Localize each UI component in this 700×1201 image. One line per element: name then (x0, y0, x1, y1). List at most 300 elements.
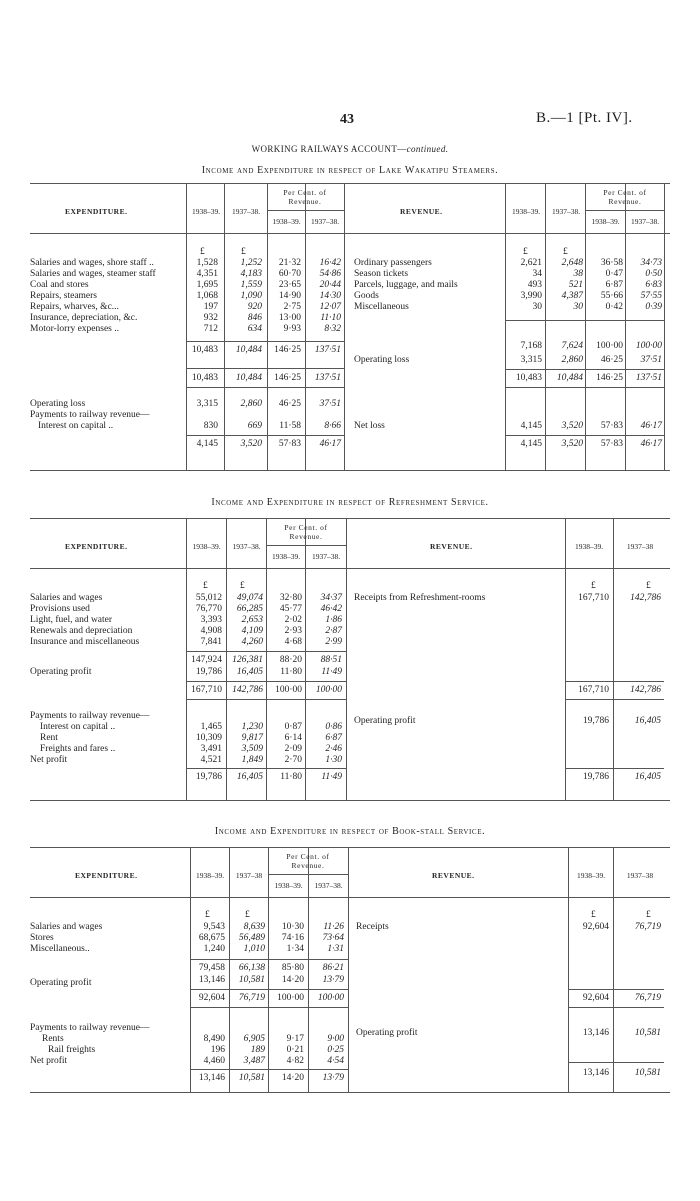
lake-netloss-c: 57·83 (600, 421, 623, 431)
refresh-exp-tot2-c: 11·80 (280, 772, 302, 782)
refresh-pay-row-a: 10,309 (195, 733, 222, 743)
lake-rev-label: Parcels, luggage, and mails (354, 280, 458, 290)
book-sub-rule (190, 989, 348, 990)
lake-exp-row-a: 932 (203, 313, 218, 323)
lake-rev-oploss-c: 46·25 (600, 355, 623, 365)
book-rev-tot-b: 76,719 (634, 993, 661, 1003)
book-py1: 1938–39. (274, 881, 303, 890)
book-opprofit-b: 10,581 (238, 975, 265, 985)
lake-rev-row-b: 4,387 (561, 291, 583, 301)
lake-exp-tot2-c: 57·83 (278, 439, 301, 449)
lake-rev-header: REVENUE. (400, 207, 443, 216)
book-sub-rule (568, 989, 664, 990)
book-exp-sub-b: 66,138 (238, 963, 265, 973)
book-exp-tot2-d: 13·79 (322, 1073, 344, 1083)
refresh-y2: 1937–38. (232, 542, 261, 551)
refresh-pay-row-c: 2·09 (284, 744, 302, 754)
lake-exp-row-c: 60·70 (278, 269, 301, 279)
refresh-sub-rule (186, 699, 346, 700)
refresh-exp-row-a: 4,908 (200, 626, 222, 636)
book-top-rule (30, 847, 670, 848)
lake-exp-sub-b: 10,484 (235, 345, 262, 355)
lake-netloss-label: Net loss (354, 421, 385, 431)
refresh-pay-row-b: 3,509 (241, 744, 263, 754)
refresh-col-rule (226, 518, 227, 800)
book-sub-rule (190, 1007, 348, 1008)
lake-rev-tot-b: 10,484 (556, 373, 583, 383)
lake-rev-row-c: 0·42 (605, 302, 623, 312)
lake-top-rule (30, 183, 670, 184)
lake-rev-row-d: 34·73 (640, 258, 662, 268)
lake-rev-label: Goods (354, 291, 379, 301)
lake-col-rule (545, 183, 546, 470)
refresh-exp-row-c: 45·77 (279, 604, 302, 614)
lake-rev-row-a: 3,990 (520, 291, 542, 301)
lake-exp-row-c: 2·75 (283, 302, 301, 312)
book-col-rule (568, 847, 569, 1092)
lake-pct-split (625, 210, 626, 470)
lake-exp-tot2-a: 4,145 (196, 439, 218, 449)
lake-pay-label: Payments to railway revenue— (30, 410, 150, 420)
lake-rev-sub-c: 100·00 (596, 341, 623, 351)
book-exp-label: Stores (30, 933, 54, 943)
lake-rev-row-d: 0·50 (645, 269, 662, 279)
lake-col-rule (186, 183, 187, 470)
lake-pound: £ (241, 247, 246, 257)
lake-oploss-label: Operating loss (30, 399, 86, 409)
book-pound: £ (591, 910, 596, 920)
lake-exp-tot-b: 10,484 (235, 373, 262, 383)
book-exp-sub-a: 79,458 (198, 963, 225, 973)
lake-py2: 1937–38. (310, 217, 340, 226)
book-exp-row-c: 74·16 (281, 933, 304, 943)
book-pay-row-a: 8,490 (203, 1034, 225, 1044)
lake-rev-row-c: 0·47 (605, 269, 623, 279)
book-pay-row-d: 9·00 (327, 1034, 344, 1044)
book-rev-op-label: Operating profit (356, 1028, 418, 1038)
refresh-exp-tot-a: 167,710 (191, 685, 222, 695)
lake-rev-sub-b: 7,624 (561, 341, 583, 351)
refresh-y1: 1938–39. (192, 542, 221, 551)
book-exp-row-b: 1,010 (243, 944, 265, 954)
refresh-sub-rule (565, 699, 664, 700)
refresh-pound: £ (203, 581, 208, 591)
refresh-exp-row-d: 2·87 (325, 626, 342, 636)
book-exp-tot-b: 76,719 (238, 993, 265, 1003)
lake-ry2: 1937–38. (551, 207, 581, 216)
refresh-exp-row-d: 1·86 (325, 615, 342, 625)
refresh-opprofit-b: 16,405 (236, 667, 263, 677)
lake-exp-label: Repairs, steamers (30, 291, 98, 301)
refresh-pct-rule (266, 545, 346, 546)
lake-oploss-a: 3,315 (196, 399, 218, 409)
refresh-exp-row-c: 32·80 (279, 593, 302, 603)
lake-rev-oploss-b: 2,860 (561, 355, 583, 365)
refresh-netprofit-d: 1·30 (325, 755, 342, 765)
refresh-sub-rule (186, 681, 346, 682)
refresh-rev-op-a: 19,786 (582, 716, 609, 726)
book-pay-label: Payments to railway revenue— (30, 1023, 150, 1033)
lake-rev-sub-d: 100·00 (635, 341, 662, 351)
lake-exp-row-b: 1,559 (240, 280, 262, 290)
lake-sub-rule (505, 369, 664, 370)
lake-rev-tot2-d: 46·17 (640, 439, 662, 449)
page-reference: B.—1 [Pt. IV]. (536, 110, 633, 126)
refresh-pct-h: Per Cent. of Revenue. (284, 523, 328, 541)
lake-y1: 1938–39. (191, 207, 221, 216)
refresh-col-rule (346, 518, 347, 800)
lake-exp-label: Repairs, wharves, &c... (30, 302, 119, 312)
book-exp-header: EXPENDITURE. (75, 871, 138, 880)
refresh-pay-row-a: 1,465 (200, 722, 222, 732)
account-caption: WORKING RAILWAYS ACCOUNT—continued. (251, 144, 449, 154)
refresh-sub-rule (186, 768, 346, 769)
refresh-pay-row-b: 1,230 (241, 722, 263, 732)
book-title: Income and Expenditure in respect of Book-stall Service. (214, 826, 486, 837)
lake-rev-oploss-label: Operating loss (354, 355, 410, 365)
lake-rev-tot-d: 137·51 (635, 373, 662, 383)
book-sub-rule (190, 959, 348, 960)
lake-exp-row-b: 1,090 (240, 291, 262, 301)
lake-col-rule (344, 183, 345, 470)
book-rev-op-b: 10,581 (634, 1028, 661, 1038)
book-exp-label: Miscellaneous.. (30, 944, 90, 954)
refresh-sub-rule (565, 681, 664, 682)
book-exp-row-d: 1·31 (327, 944, 344, 954)
refresh-exp-header: EXPENDITURE. (65, 542, 128, 551)
lake-rev-oploss-d: 37·51 (640, 355, 662, 365)
book-netprofit-d: 4·54 (327, 1056, 344, 1066)
lake-rev-tot2-c: 57·83 (600, 439, 623, 449)
book-pay-row-b: 189 (250, 1045, 265, 1055)
lake-sub-rule (505, 387, 664, 388)
lake-rev-row-b: 521 (568, 280, 583, 290)
refresh-exp-row-d: 34·37 (320, 593, 342, 603)
book-rev-tot2-b: 10,581 (634, 1068, 661, 1078)
refresh-exp-row-c: 2·02 (284, 615, 302, 625)
refresh-pay-row-c: 0·87 (284, 722, 302, 732)
lake-pound: £ (523, 247, 528, 257)
book-py2: 1937–38. (314, 881, 343, 890)
refresh-pay-row-label: Interest on capital .. (40, 722, 116, 732)
refresh-pound: £ (240, 581, 245, 591)
lake-exp-row-d: 20·44 (319, 280, 341, 290)
lake-exp-row-c: 21·32 (278, 258, 301, 268)
lake-sub-rule (186, 341, 344, 342)
book-exp-tot-a: 92,604 (198, 993, 225, 1003)
refresh-rev-tot-a: 167,710 (578, 685, 609, 695)
book-exp-row-b: 8,639 (243, 922, 265, 932)
lake-pct-split (305, 210, 306, 470)
lake-sub-rule (186, 368, 344, 369)
book-exp-tot2-b: 10,581 (238, 1073, 265, 1083)
book-col-rule (348, 847, 349, 1092)
lake-exp-tot2-b: 3,520 (240, 439, 262, 449)
lake-exp-row-a: 197 (203, 302, 218, 312)
lake-rev-row-d: 57·55 (640, 291, 662, 301)
book-col-rule (190, 847, 191, 1092)
refresh-ry1: 1938–39. (574, 542, 604, 551)
lake-exp-row-b: 4,183 (240, 269, 262, 279)
refresh-exp-row-c: 2·93 (284, 626, 302, 636)
lake-exp-row-b: 1,252 (240, 258, 262, 268)
refresh-pay-row-b: 9,817 (241, 733, 263, 743)
book-exp-row-c: 1·34 (286, 944, 304, 954)
lake-exp-sub-c: 146·25 (274, 345, 301, 355)
lake-ry1: 1938–39. (511, 207, 541, 216)
book-rev-tot2-a: 13,146 (582, 1068, 609, 1078)
lake-pound: £ (563, 247, 568, 257)
refresh-rev-row-b: 142,786 (630, 593, 661, 603)
book-pay-row-c: 0·21 (286, 1045, 304, 1055)
lake-exp-row-d: 8·32 (324, 324, 341, 334)
lake-rev-row-d: 6·83 (645, 280, 662, 290)
book-pound: £ (245, 910, 250, 920)
lake-rev-row-c: 55·66 (600, 291, 623, 301)
lake-sub-rule (186, 435, 344, 436)
refresh-col-rule (565, 518, 566, 800)
refresh-exp-row-d: 46·42 (320, 604, 342, 614)
lake-head-rule (30, 233, 670, 234)
refresh-pay-row-label: Freights and fares .. (40, 744, 116, 754)
book-pound: £ (205, 910, 210, 920)
lake-rev-row-c: 36·58 (600, 258, 623, 268)
refresh-pound: £ (646, 581, 651, 591)
refresh-exp-row-b: 49,074 (236, 593, 263, 603)
lake-oploss-d: 37·51 (319, 399, 341, 409)
lake-rev-row-a: 2,621 (520, 258, 542, 268)
lake-exp-row-d: 16·42 (319, 258, 341, 268)
lake-netloss-a: 4,145 (520, 421, 542, 431)
refresh-pay-row-d: 0·86 (325, 722, 342, 732)
book-rev-op-a: 13,146 (582, 1028, 609, 1038)
refresh-netprofit-a: 4,521 (200, 755, 222, 765)
book-pay-row-b: 6,905 (243, 1034, 265, 1044)
refresh-rev-tot2-a: 19,786 (582, 772, 609, 782)
refresh-rev-op-label: Operating profit (354, 716, 416, 726)
book-col-rule (229, 847, 230, 1092)
lake-exp-label: Insurance, depreciation, &c. (30, 313, 138, 323)
refresh-pay-row-label: Rent (40, 733, 58, 743)
refresh-exp-sub-b: 126,381 (232, 655, 263, 665)
book-pct-split (308, 874, 309, 1092)
refresh-col-rule (186, 518, 187, 800)
book-exp-row-d: 11·26 (323, 922, 344, 932)
refresh-rev-row-a: 167,710 (578, 593, 609, 603)
lake-rev-row-b: 30 (573, 302, 583, 312)
book-col-rule (613, 847, 614, 1092)
lake-netloss-d: 46·17 (640, 421, 662, 431)
lake-interest-c: 11·58 (279, 421, 301, 431)
refresh-exp-row-b: 66,285 (236, 604, 263, 614)
refresh-opprofit-d: 11·49 (321, 667, 342, 677)
lake-rpy1: 1938–39. (591, 217, 620, 226)
lake-col-rule (224, 183, 225, 470)
refresh-top-rule (30, 518, 670, 519)
book-exp-label: Salaries and wages (30, 922, 103, 932)
lake-col-rule (267, 183, 268, 470)
lake-exp-label: Motor-lorry expenses .. (30, 324, 119, 334)
lake-oploss-c: 46·25 (278, 399, 301, 409)
book-pound: £ (646, 910, 651, 920)
refresh-exp-row-c: 4·68 (284, 637, 302, 647)
refresh-exp-tot-b: 142,786 (232, 685, 263, 695)
book-rev-label: Receipts (356, 922, 389, 932)
lake-sub-rule (505, 435, 664, 436)
book-netprofit-c: 4·82 (286, 1056, 304, 1066)
refresh-py1: 1938–39. (271, 552, 301, 561)
book-pay-row-d: 0·25 (327, 1045, 344, 1055)
refresh-exp-sub-a: 147,924 (191, 655, 222, 665)
lake-rev-label: Season tickets (354, 269, 409, 279)
book-ry2: 1937–38 (626, 871, 654, 880)
refresh-sub-rule (565, 768, 664, 769)
refresh-exp-tot2-a: 19,786 (195, 772, 222, 782)
refresh-pay-row-c: 6·14 (284, 733, 302, 743)
refresh-pay-row-a: 3,491 (200, 744, 222, 754)
book-ry1: 1938–39. (576, 871, 606, 880)
book-exp-row-a: 9,543 (203, 922, 225, 932)
book-exp-sub-d: 86·21 (322, 963, 344, 973)
book-exp-row-a: 68,675 (198, 933, 225, 943)
refresh-pound: £ (591, 581, 596, 591)
book-rev-row-b: 76,719 (634, 922, 661, 932)
lake-title: Income and Expenditure in respect of Lake Wakatipu Steamers. (201, 165, 499, 176)
lake-exp-tot2-d: 46·17 (319, 439, 341, 449)
lake-exp-tot-d: 137·51 (314, 373, 341, 383)
refresh-rev-header: REVENUE. (430, 542, 473, 551)
lake-exp-row-c: 9·93 (283, 324, 301, 334)
lake-exp-row-b: 920 (247, 302, 262, 312)
book-exp-sub-c: 85·80 (281, 963, 304, 973)
book-exp-tot2-c: 14·20 (281, 1073, 304, 1083)
refresh-ry2: 1937–38 (626, 542, 654, 551)
book-exp-tot-c: 100·00 (277, 993, 304, 1003)
refresh-bottom-rule (30, 800, 670, 801)
book-opprofit-a: 13,146 (198, 975, 225, 985)
lake-exp-label: Coal and stores (30, 280, 89, 290)
refresh-pay-row-d: 2·46 (325, 744, 342, 754)
refresh-rev-tot2-b: 16,405 (634, 772, 661, 782)
refresh-rev-op-b: 16,405 (634, 716, 661, 726)
refresh-exp-row-a: 7,841 (200, 637, 222, 647)
refresh-exp-label: Light, fuel, and water (30, 615, 113, 625)
book-netprofit-label: Net profit (30, 1056, 68, 1066)
refresh-exp-row-b: 4,260 (241, 637, 263, 647)
refresh-head-rule (30, 568, 670, 569)
refresh-title: Income and Expenditure in respect of Refreshment Service. (211, 497, 489, 508)
refresh-exp-row-b: 4,109 (241, 626, 263, 636)
book-sub-rule (568, 1007, 664, 1008)
book-opprofit-d: 13·79 (322, 975, 344, 985)
refresh-exp-label: Insurance and miscellaneous (30, 637, 140, 647)
page-number: 43 (340, 112, 354, 127)
lake-exp-row-a: 1,528 (196, 258, 218, 268)
lake-rev-row-b: 2,648 (561, 258, 583, 268)
lake-exp-row-c: 23·65 (278, 280, 301, 290)
refresh-exp-row-a: 76,770 (195, 604, 222, 614)
book-exp-row-c: 10·30 (281, 922, 304, 932)
lake-exp-header: EXPENDITURE. (65, 207, 128, 216)
lake-rev-tot-c: 146·25 (596, 373, 623, 383)
refresh-exp-tot2-d: 11·49 (321, 772, 342, 782)
book-rev-header: REVENUE. (432, 871, 475, 880)
lake-exp-row-a: 712 (203, 324, 218, 334)
lake-rev-sub-a: 7,168 (520, 341, 542, 351)
book-pay-row-a: 196 (210, 1045, 225, 1055)
lake-rpy2: 1937–38. (630, 217, 660, 226)
lake-col-rule (505, 183, 506, 470)
lake-exp-tot-a: 10,483 (191, 373, 218, 383)
book-bottom-rule (30, 1092, 670, 1093)
book-exp-row-b: 56,489 (238, 933, 265, 943)
book-pay-row-label: Rail freights (48, 1045, 96, 1055)
book-exp-row-a: 1,240 (203, 944, 225, 954)
lake-interest-label: Interest on capital .. (38, 421, 114, 431)
book-opprofit-label: Operating profit (30, 978, 92, 988)
book-exp-row-d: 73·64 (322, 933, 344, 943)
book-netprofit-b: 3,487 (243, 1056, 265, 1066)
book-pay-row-c: 9·17 (286, 1034, 304, 1044)
lake-sub-rule (186, 387, 344, 388)
book-y2: 1937–38 (235, 871, 263, 880)
book-pct-h: Per Cent. of Revenue. (286, 852, 330, 870)
lake-rev-row-a: 493 (527, 280, 542, 290)
lake-oploss-b: 2,860 (240, 399, 262, 409)
book-y1: 1938–39. (195, 871, 225, 880)
refresh-rev-tot-b: 142,786 (630, 685, 661, 695)
lake-interest-a: 830 (203, 421, 218, 431)
lake-rev-label: Ordinary passengers (354, 258, 432, 268)
book-rev-row-a: 92,604 (582, 922, 609, 932)
lake-col-rule (585, 183, 586, 470)
lake-rev-label: Miscellaneous (354, 302, 409, 312)
lake-rev-row-d: 0·39 (645, 302, 662, 312)
book-head-rule (30, 897, 670, 898)
book-exp-tot2-a: 13,146 (198, 1073, 225, 1083)
refresh-exp-sub-c: 88·20 (279, 655, 302, 665)
refresh-exp-row-b: 2,653 (241, 615, 263, 625)
lake-rev-tot2-a: 4,145 (520, 439, 542, 449)
lake-pct-h: Per Cent. of Revenue. (283, 188, 327, 206)
book-rev-tot-a: 92,604 (582, 993, 609, 1003)
refresh-exp-row-a: 55,012 (195, 593, 222, 603)
refresh-exp-label: Provisions used (30, 604, 90, 614)
lake-rev-oploss-a: 3,315 (520, 355, 542, 365)
book-pay-row-label: Rents (42, 1034, 64, 1044)
lake-col-rule (664, 183, 665, 470)
refresh-pay-label: Payments to railway revenue— (30, 711, 150, 721)
lake-exp-sub-d: 137·51 (314, 345, 341, 355)
lake-rev-row-c: 6·87 (605, 280, 623, 290)
refresh-exp-sub-d: 88·51 (320, 655, 342, 665)
lake-exp-row-d: 14·30 (319, 291, 341, 301)
lake-interest-b: 669 (247, 421, 262, 431)
lake-bottom-rule (30, 470, 670, 471)
lake-pound: £ (200, 247, 205, 257)
lake-interest-d: 8·66 (324, 421, 341, 431)
refresh-opprofit-c: 11·80 (280, 667, 302, 677)
lake-exp-row-a: 4,351 (196, 269, 218, 279)
refresh-exp-tot2-b: 16,405 (236, 772, 263, 782)
lake-exp-row-b: 846 (247, 313, 262, 323)
refresh-exp-tot-d: 100·00 (315, 685, 342, 695)
refresh-exp-row-a: 3,393 (200, 615, 222, 625)
refresh-netprofit-c: 2·70 (284, 755, 302, 765)
refresh-exp-tot-c: 100·00 (275, 685, 302, 695)
refresh-rev-label: Receipts from Refreshment-rooms (354, 593, 486, 603)
book-sub-rule (568, 1062, 664, 1063)
